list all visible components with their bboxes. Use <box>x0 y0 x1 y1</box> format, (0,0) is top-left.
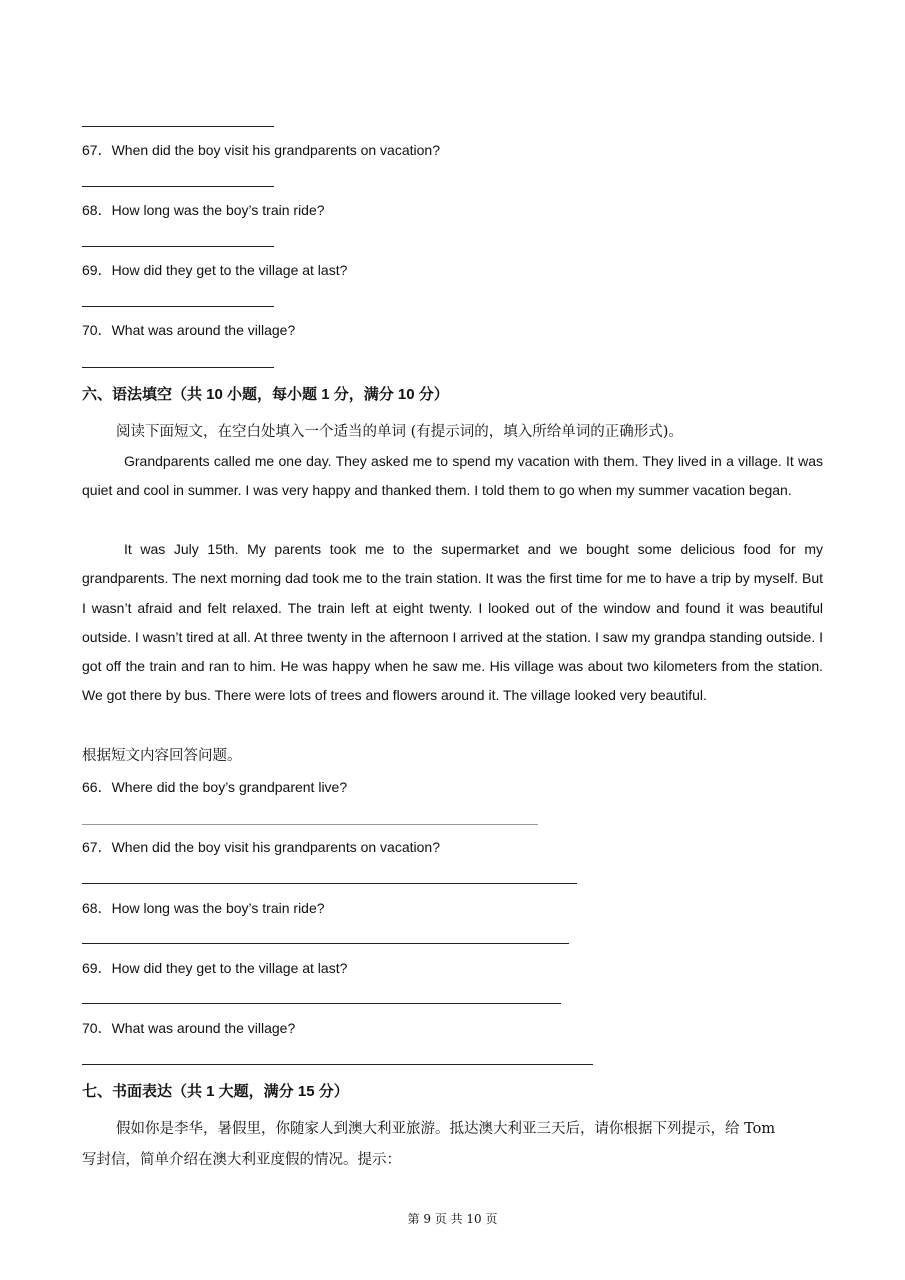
section-7-prompt-line-2: 写封信，简单介绍在澳大利亚度假的情况。提示： <box>82 1152 401 1168</box>
answer-line <box>82 186 274 187</box>
passage-paragraph-1-text: Grandparents called me one day. They asked me to spend my vacation with them. They lived in a village. It was quiet and cool in summer. I was very happy and thanked them. I told them to go when my summer vacation began. <box>82 453 823 499</box>
answer-line <box>82 126 274 127</box>
answer-line <box>82 306 274 307</box>
question-69: 69．How did they get to the village at last? <box>82 960 348 976</box>
section-6-title: 六、语法填空（共 10 小题，每小题 1 分，满分 10 分） <box>82 386 449 403</box>
section-6-instruction: 阅读下面短文，在空白处填入一个适当的单词 (有提示词的，填入所给单词的正确形式)。 <box>116 424 683 440</box>
answer-line <box>82 367 274 368</box>
passage-paragraph-2-text: It was July 15th. My parents took me to the supermarket and we bought some delicious food for my grandparents. The next morning dad took me to the train station. It was the first time for me to have a trip by myself. But I wasn’t afraid and felt relaxed. The train left at eight twenty. I looked out of the window and found it was beautiful outside. I wasn’t tired at all. At three twenty in the afternoon I arrived at the station. I saw my grandpa standing outside. I got off the train and ran to him. He was happy when he saw me. His village was about two kilometers from the station. We got there by bus. There were lots of trees and flowers around it. The village looked very beautiful. <box>82 541 823 704</box>
answer-line <box>82 1003 561 1004</box>
question-70: 70．What was around the village? <box>82 1020 296 1036</box>
answer-line <box>82 824 538 825</box>
question-70-top: 70．What was around the village? <box>82 322 296 338</box>
answer-line <box>82 246 274 247</box>
page-footer: 第 9 页 共 10 页 <box>407 1212 498 1226</box>
section-7-title: 七、书面表达（共 1 大题，满分 15 分） <box>82 1083 349 1100</box>
question-67-top: 67．When did the boy visit his grandparents on vacation? <box>82 142 440 158</box>
question-69-top: 69．How did they get to the village at last? <box>82 262 348 278</box>
passage-paragraph-2 <box>82 535 823 711</box>
answer-line <box>82 943 569 944</box>
question-68-top: 68．How long was the boy’s train ride? <box>82 202 325 218</box>
answer-prompt: 根据短文内容回答问题。 <box>82 748 242 764</box>
passage-paragraph-1 <box>82 447 823 506</box>
answer-line <box>82 883 577 884</box>
question-67: 67．When did the boy visit his grandparents on vacation? <box>82 839 440 855</box>
section-7-prompt-line-1: 假如你是李华，暑假里，你随家人到澳大利亚旅游。抵达澳大利亚三天后，请你根据下列提示，给 Tom <box>116 1121 776 1137</box>
answer-line <box>82 1064 593 1065</box>
question-68: 68．How long was the boy’s train ride? <box>82 900 325 916</box>
question-66: 66．Where did the boy’s grandparent live? <box>82 779 348 795</box>
